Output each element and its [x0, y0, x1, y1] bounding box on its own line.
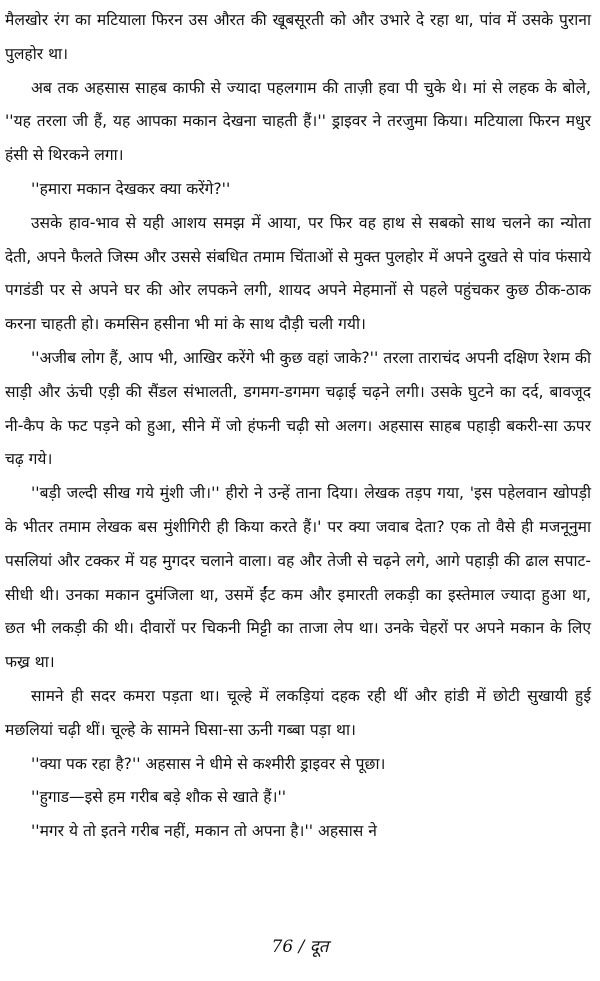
body-text [5, 4, 591, 849]
paragraph-1: मैलखोर रंग का मटियाला फिरन उस औरत की खूबसूरती को और उभारे दे रहा था, पांव में उसके पुराना पुलहोर था। [5, 11, 591, 63]
paragraph-2: अब तक अहसास साहब काफी से ज्यादा पहलगाम की ताज़ी हवा पी चुके थे। मां से लहक के बोले, ''यह तरला जी हैं, यह आपका मकान देखना चाहती हैं।'' ड्राइवर ने तरजुमा किया। मटियाला फिरन मधुर हंसी से थिरकने लगा। [5, 78, 591, 165]
paragraph-3: ''हमारा मकान देखकर क्या करेंगे?'' [31, 179, 231, 198]
paragraph-6: ''बड़ी जल्दी सीख गये मुंशी जी।'' हीरो ने उन्हें ताना दिया। लेखक तड़प गया, 'इस पहेलवान खोपड़ी के भीतर तमाम लेखक बस मुंशीगिरी ही किया करते हैं।' पर क्या जवाब देता? एक तो वैसे ही मजनूनुमा पसलियां और टक्कर में यह मुगदर चलाने वाला। वह और तेजी से चढ़ने लगे, आगे पहाड़ी की ढाल सपाट-सीधी थी। उनका मकान दुमंजिला था, उसमें ईंट कम और इमारती लकड़ी का इस्तेमाल ज्यादा हुआ था, छत भी लकड़ी की थी। दीवारों पर चिकनी मिट्टी का ताजा लेप था। उनके चेहरों पर अपने मकान के लिए फख्र था। [5, 484, 591, 672]
paragraph-9: ''हुगाड—इसे हम गरीब बड़े शौक से खाते हैं।'' [31, 788, 287, 807]
page-number: 76 / दूत [271, 937, 329, 957]
paragraph-8: ''क्या पक रहा है?'' अहसास ने धीमे से कश्मीरी ड्राइवर से पूछा। [31, 754, 386, 773]
paragraph-10: ''मगर ये तो इतने गरीब नहीं, मकान तो अपना है।'' अहसास ने [31, 822, 377, 841]
paragraph-5: ''अजीब लोग हैं, आप भी, आखिर करेंगे भी कुछ वहां जाके?'' तरला ताराचंद अपनी दक्षिण रेशम की साड़ी और ऊंची एड़ी की सैंडल संभालती, डगमग-डगमग चढ़ाई चढ़ने लगी। उसके घुटने का दर्द, बावजूद नी-कैप के फट पड़ने को हुआ, सीने में जो हंफनी चढ़ी सो अलग। अहसास साहब पहाड़ी बकरी-सा ऊपर चढ़ गये। [5, 348, 591, 469]
paragraph-4: उसके हाव-भाव से यही आशय समझ में आया, पर फिर वह हाथ से सबको साथ चलने का न्योता देती, अपने फैलते जिस्म और उससे संबधित तमाम चिंताओं से मुक्त पुलहोर में अपने दुखते से पांव फंसाये पगडंडी पर से अपने घर की ओर लपकने लगी, शायद अपने मेहमानों से पहले पहुंचकर कुछ ठीक-ठाक करना चाहती हो। कमसिन हसीना भी मां के साथ दौड़ी चली गयी। [5, 213, 591, 334]
paragraph-7: सामने ही सदर कमरा पड़ता था। चूल्हे में लकड़ियां दहक रही थीं और हांडी में छोटी सुखायी हुई मछलियां चढ़ी थीं। चूल्हे के सामने घिसा-सा ऊनी गब्बा पड़ा था। [5, 686, 591, 739]
